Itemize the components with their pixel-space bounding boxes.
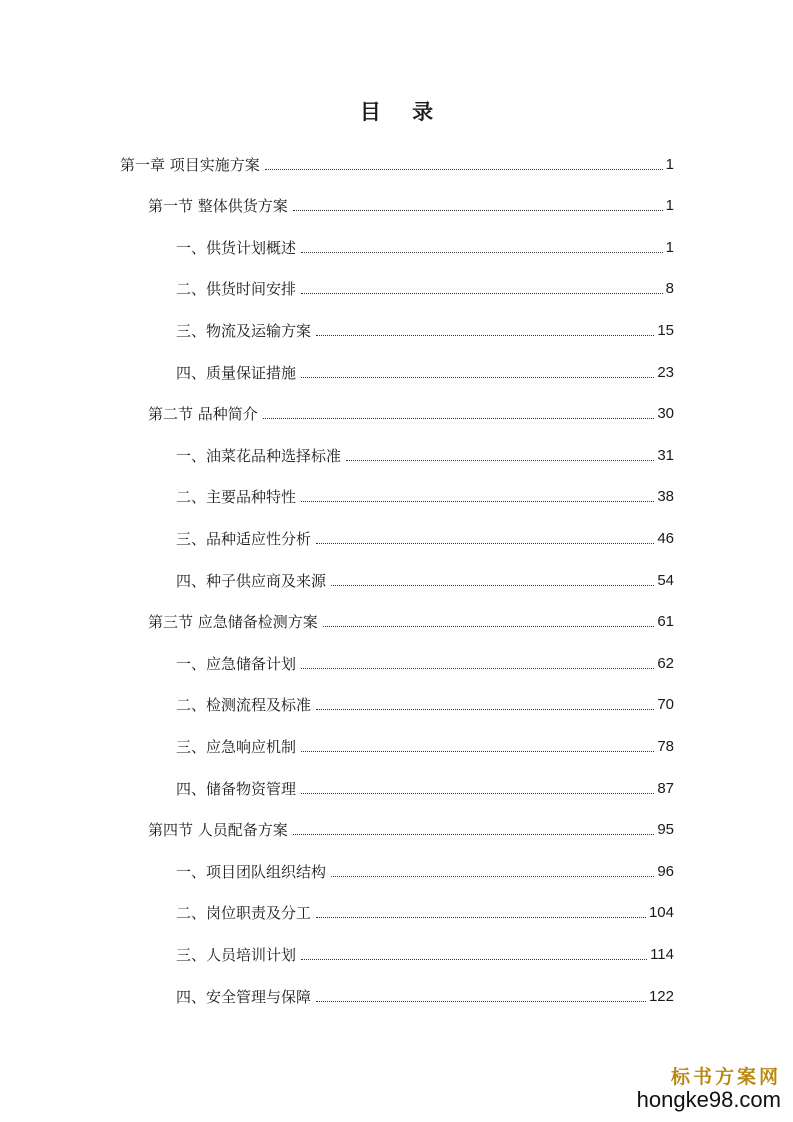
toc-entry-page-number: 70 xyxy=(657,696,674,714)
watermark-site-name: 标书方案网 xyxy=(670,1066,781,1088)
toc-entry-page-number: 95 xyxy=(657,821,674,839)
toc-dot-leader xyxy=(331,876,654,877)
toc-entry-label: 一、供货计划概述 xyxy=(176,238,297,257)
watermark-url: hongke98.com xyxy=(636,1087,781,1112)
toc-entry-label: 三、应急响应机制 xyxy=(176,737,297,756)
toc-entry-page-number: 31 xyxy=(657,446,674,464)
toc-entry[interactable] xyxy=(0,146,793,182)
toc-entry-page-number: 78 xyxy=(657,737,674,755)
toc-entry-page-number: 62 xyxy=(657,654,674,672)
toc-entry-page-number: 30 xyxy=(657,405,674,423)
toc-entry-page-number: 1 xyxy=(665,155,674,173)
toc-dot-leader xyxy=(301,293,663,294)
toc-dot-leader xyxy=(301,793,654,794)
toc-dot-leader xyxy=(301,252,663,253)
toc-entry-label: 四、质量保证措施 xyxy=(176,363,297,382)
toc-dot-leader xyxy=(316,709,654,710)
toc-entry[interactable] xyxy=(0,645,793,681)
toc-entry[interactable] xyxy=(0,978,793,1014)
toc-entry[interactable] xyxy=(0,188,793,224)
toc-dot-leader xyxy=(301,501,654,502)
toc-entry[interactable] xyxy=(0,229,793,265)
toc-entry-label: 一、油菜花品种选择标准 xyxy=(176,446,342,465)
toc-dot-leader xyxy=(316,917,646,918)
toc-entry[interactable] xyxy=(0,728,793,764)
toc-entry-label: 第三节 应急储备检测方案 xyxy=(148,613,318,632)
toc-entry-label: 一、应急储备计划 xyxy=(176,654,297,673)
toc-dot-leader xyxy=(293,210,663,211)
toc-dot-leader xyxy=(316,543,654,544)
toc-entry-label: 三、人员培训计划 xyxy=(176,945,297,964)
toc-entry-label: 第四节 人员配备方案 xyxy=(148,821,288,840)
toc-entry[interactable] xyxy=(0,604,793,640)
toc-entry[interactable] xyxy=(0,437,793,473)
toc-entry-label: 第一章 项目实施方案 xyxy=(120,155,260,174)
toc-entry-page-number: 23 xyxy=(657,363,674,381)
toc-entry-page-number: 122 xyxy=(648,987,674,1005)
toc-dot-leader xyxy=(293,834,655,835)
toc-entry[interactable] xyxy=(0,687,793,723)
toc-entry-label: 三、物流及运输方案 xyxy=(176,321,312,340)
toc-dot-leader xyxy=(346,460,654,461)
toc-entry-page-number: 1 xyxy=(665,238,674,256)
watermark xyxy=(637,1066,781,1112)
toc-entry-label: 一、项目团队组织结构 xyxy=(176,862,327,881)
toc-entry-page-number: 46 xyxy=(657,529,674,547)
toc-entry-label: 四、种子供应商及来源 xyxy=(176,571,327,590)
toc-dot-leader xyxy=(316,335,654,336)
toc-entry-page-number: 54 xyxy=(657,571,674,589)
page-title: 目 录 xyxy=(359,100,446,124)
toc-entry-label: 二、供货时间安排 xyxy=(176,280,297,299)
toc-entry-label: 二、岗位职责及分工 xyxy=(176,904,312,923)
toc-entry-page-number: 8 xyxy=(665,280,674,298)
toc-entry-label: 四、储备物资管理 xyxy=(176,779,297,798)
toc-dot-leader xyxy=(301,751,654,752)
toc-dot-leader xyxy=(301,668,654,669)
toc-entry[interactable] xyxy=(0,312,793,348)
toc-entry-label: 三、品种适应性分析 xyxy=(176,529,312,548)
toc-entry-page-number: 15 xyxy=(657,321,674,339)
toc-entry-label: 第二节 品种简介 xyxy=(148,405,258,424)
toc-entry-page-number: 1 xyxy=(665,197,674,215)
toc-entry[interactable] xyxy=(0,354,793,390)
toc-dot-leader xyxy=(316,1001,646,1002)
toc-entry[interactable] xyxy=(0,396,793,432)
toc-dot-leader xyxy=(323,626,655,627)
toc-entry-label: 二、主要品种特性 xyxy=(176,488,297,507)
toc-entry[interactable] xyxy=(0,271,793,307)
toc-entry-label: 四、安全管理与保障 xyxy=(176,987,312,1006)
toc-entry[interactable] xyxy=(0,520,793,556)
toc-dot-leader xyxy=(265,169,663,170)
toc-entry-page-number: 61 xyxy=(657,613,674,631)
toc-dot-leader xyxy=(263,418,655,419)
toc-entry-page-number: 38 xyxy=(657,488,674,506)
toc-entry-page-number: 96 xyxy=(657,862,674,880)
toc-dot-leader xyxy=(331,585,654,586)
toc-entry-label: 二、检测流程及标准 xyxy=(176,696,312,715)
toc-entry-page-number: 87 xyxy=(657,779,674,797)
toc-entry[interactable] xyxy=(0,936,793,972)
toc-entry[interactable] xyxy=(0,812,793,848)
toc-entry[interactable] xyxy=(0,479,793,515)
toc-entry-page-number: 114 xyxy=(650,945,674,963)
toc-entry[interactable] xyxy=(0,562,793,598)
toc-entry-page-number: 104 xyxy=(648,904,674,922)
toc-entry[interactable] xyxy=(0,895,793,931)
toc-entry-label: 第一节 整体供货方案 xyxy=(148,197,288,216)
toc-dot-leader xyxy=(301,377,654,378)
toc-dot-leader xyxy=(301,959,647,960)
toc-entry[interactable] xyxy=(0,770,793,806)
toc-entry[interactable] xyxy=(0,853,793,889)
